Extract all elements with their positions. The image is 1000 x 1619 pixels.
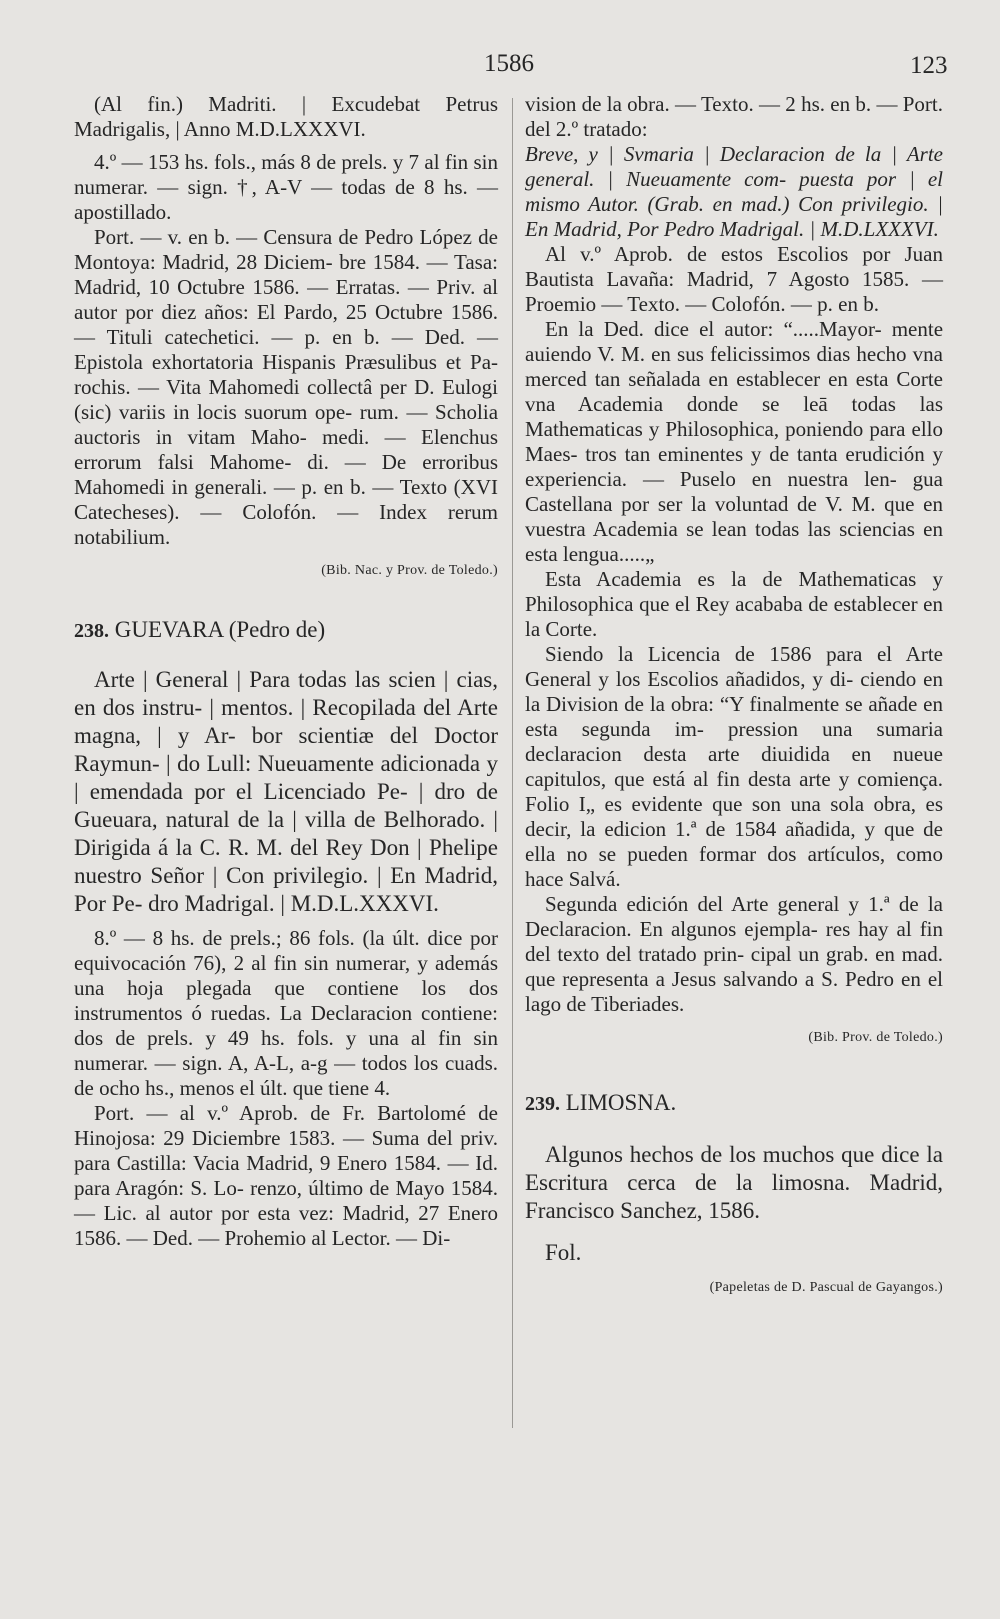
license-note — [525, 642, 943, 892]
text-line: de Gueuara, natural de la | villa de — [74, 779, 498, 832]
text-line: Siendo la Licencia de 1586 para el Arte — [545, 642, 943, 666]
text-line: numerar, y además una hoja plegada que — [74, 951, 499, 1000]
text-line: Arte | General | Para todas las — [94, 667, 381, 692]
text-line: bre 1584. — Tasa: Madrid, 10 Octubre — [74, 250, 498, 299]
collation-notes — [74, 225, 498, 550]
book-title — [74, 666, 498, 918]
dedication-quote — [525, 317, 943, 567]
second-treatise-title — [525, 142, 943, 242]
text-line: y experiencia. — Puselo en nuestra len- — [525, 442, 944, 491]
text-line: — p. en b. — Texto (XVI Catecheses). — — [74, 475, 498, 524]
text-line: Port. — al v.º Aprob. de Fr. Bartolomé — [94, 1101, 466, 1125]
limosna-title — [525, 1141, 943, 1225]
text-line: D. Eulogi (sic) variis in locis suorum ope- — [74, 375, 499, 424]
entry-number-2: 239. — [525, 1093, 560, 1115]
text-line: Al v.º Aprob. de estos Escolios por — [545, 242, 891, 266]
text-line: de 8 hs. — apostillado. — [74, 175, 498, 224]
text-line: del Rey Don | Phelipe nuestro Señor | — [74, 835, 499, 888]
text-line: dice por equivocación 76), 2 al fin sin — [74, 926, 498, 975]
library-source-2: (Bib. Prov. de Toledo.) — [808, 1030, 943, 1045]
text-line: Jesus salvando a S. Pedro en el lago de — [525, 967, 943, 1016]
text-line: Por Pedro Madrigal. | M.D.LXXXVI. — [627, 217, 939, 241]
text-line: Port. del 2.º tratado: — [525, 92, 944, 141]
text-line: y Philosophica que el Rey acababa de — [525, 567, 943, 616]
text-line: Esta Academia es la de Mathematicas — [545, 567, 917, 591]
academia-note — [525, 567, 943, 642]
text-line: 8.º — 8 hs. de prels.; 86 fols. (la últ. — [94, 926, 420, 950]
text-line: exhortatoria Hispanis Præsulibus et Pa- — [151, 350, 499, 374]
text-line: catechetici. — p. en b. — Ded. — Epistola — [74, 325, 498, 374]
text-line: dias hecho vna merced tan señalada en — [525, 342, 944, 391]
text-line: Segunda edición del Arte general y 1.ª — [545, 892, 890, 916]
text-line: Recopilada del Arte magna, | y Ar- — [74, 695, 499, 748]
text-line: Philosophica, poniendo para ello Maes- — [525, 417, 944, 466]
physical-description — [74, 926, 498, 1101]
text-line: do Lull: Nueuamente adicionada y | — [74, 751, 499, 804]
text-line: Belhorado. | Dirigida á la C. R. M. — [74, 807, 498, 860]
entry-number: 238. — [74, 620, 109, 642]
text-line: Breve, y | Svmaria | Declaracion de — [525, 142, 855, 166]
text-line: al fin desta arte y comiença. Folio I„ es — [525, 767, 943, 816]
text-line: la | Arte general. | Nueuamente com- — [525, 142, 943, 191]
text-line: Juan Bautista Lavaña: Madrid, 7 Agosto — [525, 242, 943, 291]
colophon-text — [74, 92, 498, 142]
text-line: arte diuidida en nueue capitulos, que está — [525, 742, 943, 791]
text-line: pression una sumaria declaracion desta — [525, 717, 944, 766]
text-line: mente auiendo V. M. en sus felicissimos — [525, 317, 944, 366]
text-line: renzo, último de Mayo 1584. — Lic. al — [74, 1176, 499, 1225]
text-line: 4.º — 153 hs. fols., más 8 de prels. y 7 al — [94, 150, 440, 174]
text-line: dice la Escritura cerca de la limosna. — [525, 1142, 944, 1195]
library-source-3: (Papeletas de D. Pascual de Gayangos.) — [709, 1280, 943, 1295]
text-line: de la Declaracion. En algunos ejempla- — [525, 892, 943, 941]
text-line: sign. A, A-L, a-g — todos los cuads. de — [74, 1051, 499, 1100]
text-line: gua Castellana por ser la voluntad de — [525, 467, 943, 516]
text-line: General y los Escolios añadidos, y di- — [525, 667, 854, 691]
text-line: mad.) Con privilegio. | En Madrid, — [525, 192, 944, 241]
text-line: scien | cias, en dos instru- | mentos. | — [74, 667, 499, 720]
text-line: medi. — Elenchus errorum falsi Mahome- — [74, 425, 498, 474]
collation-notes-2 — [74, 1101, 498, 1251]
text-line: finalmente se añade en esta segunda im- — [525, 692, 943, 741]
text-line: V. M. que en vuestra Academia se lean — [525, 492, 943, 541]
text-line: 1586. — Erratas. — Priv. al autor por diez — [74, 275, 499, 324]
text-line: evidente que son una sola obra, es decir, — [525, 792, 943, 841]
text-line: (Al fin.) Madriti. | Excudebat Petrus — [94, 92, 498, 116]
continued-text — [525, 92, 943, 142]
entry-heading-238 — [74, 617, 498, 644]
text-line: di. — De erroribus Mahomedi in generali. — [74, 450, 498, 499]
text-line: establecer en esta Corte vna Academia — [525, 367, 944, 416]
text-line: autor por esta vez: Madrid, 27 Enero — [169, 1201, 498, 1225]
text-line: establecer en la Corte. — [525, 592, 944, 641]
left-column — [74, 92, 498, 1251]
text-line: todas las sciencias en esta lengua.....„ — [525, 517, 943, 566]
page-number: 123 — [910, 52, 948, 79]
text-line: 9 Enero 1584. — Id. para Aragón: S. Lo- — [74, 1151, 499, 1200]
text-line: donde se leā todas las Mathematicas y — [525, 392, 943, 441]
text-line: de Hinojosa: 29 Diciembre 1583. — Suma — [74, 1101, 498, 1150]
text-line: dro Madrigal. | M.D.L.XXXVI. — [148, 891, 439, 916]
text-line: Tiberiades. — [591, 992, 685, 1016]
format-description — [74, 150, 498, 225]
text-line: ciendo en la Division de la obra: “Y — [525, 667, 943, 716]
text-line: Port. — v. en b. — Censura de Pedro — [94, 225, 414, 249]
text-line: ella no se pueden formar dos artículos, — [525, 842, 886, 866]
text-line: del priv. para Castilla: Vacia Madrid, — [74, 1126, 499, 1175]
running-head-year: 1586 — [484, 50, 534, 77]
text-line: rochis. — Vita Mahomedi collectâ per — [74, 375, 407, 399]
text-line: p. en b. — [817, 292, 879, 316]
text-line: emendada por el Licenciado Pe- | dro — [89, 779, 466, 804]
text-line: como hace Salvá. — [525, 842, 943, 891]
text-line: ocho hs., menos el últ. que tiene 4. — [99, 1076, 391, 1100]
text-line: En la Ded. dice el autor: “.....Mayor- — [545, 317, 882, 341]
library-source: (Bib. Nac. y Prov. de Toledo.) — [321, 563, 498, 578]
text-line: 1585. — Proemio — Texto. — Colofón. — — [525, 267, 943, 316]
approval-notes — [525, 242, 943, 317]
text-line: contiene los dos instrumentos ó ruedas. — [74, 976, 499, 1025]
text-line: res hay al fin del texto del tratado prin- — [525, 917, 944, 966]
text-line: puesta por | el mismo Autor. (Grab. en — [525, 167, 943, 216]
column-divider — [512, 98, 513, 1428]
text-line: cipal un grab. en mad. que representa a — [525, 942, 943, 991]
text-line: Colofón. — Index rerum notabilium. — [74, 500, 498, 549]
text-line: y 49 hs. fols. y una al fin sin numerar. — — [74, 1026, 499, 1075]
text-line: la edicion 1.ª de 1584 añadida, y que de — [580, 817, 943, 841]
right-column — [525, 92, 943, 1300]
text-line: Madrigalis, | Anno M.D.LXXXVI. — [74, 117, 366, 141]
limosna-format: Fol. — [545, 1240, 582, 1265]
text-line: La Declaracion contiene: dos de prels. — [74, 1001, 499, 1050]
text-line: vision de la obra. — Texto. — 2 hs. en b. — — [525, 92, 898, 116]
text-line: tros tan eminentes y de tanta erudición — [585, 442, 925, 466]
text-line: años: El Pardo, 25 Octubre 1586. — Tituli — [74, 300, 498, 349]
text-line: 1586. — Ded. — Prohemio al Lector. — Di- — [74, 1226, 451, 1250]
entry-author: GUEVARA (Pedro de) — [114, 617, 326, 642]
text-line: Algunos hechos de los muchos que — [545, 1142, 875, 1167]
entry-heading-239 — [525, 1090, 943, 1117]
entry-title: LIMOSNA. — [565, 1090, 677, 1115]
text-line: rum. — Scholia auctoris in vitam Maho- — [74, 400, 499, 449]
text-line: fin sin numerar. — sign. †, A-V — todas — [74, 150, 499, 199]
text-line: bor scientiæ del Doctor Raymun- | — [74, 723, 498, 776]
edition-note — [525, 892, 943, 1017]
text-line: López de Montoya: Madrid, 28 Diciem- — [74, 225, 499, 274]
text-line: Madrid, Francisco Sanchez, 1586. — [525, 1170, 943, 1223]
text-line: Con privilegio. | En Madrid, Por Pe- — [74, 863, 498, 916]
